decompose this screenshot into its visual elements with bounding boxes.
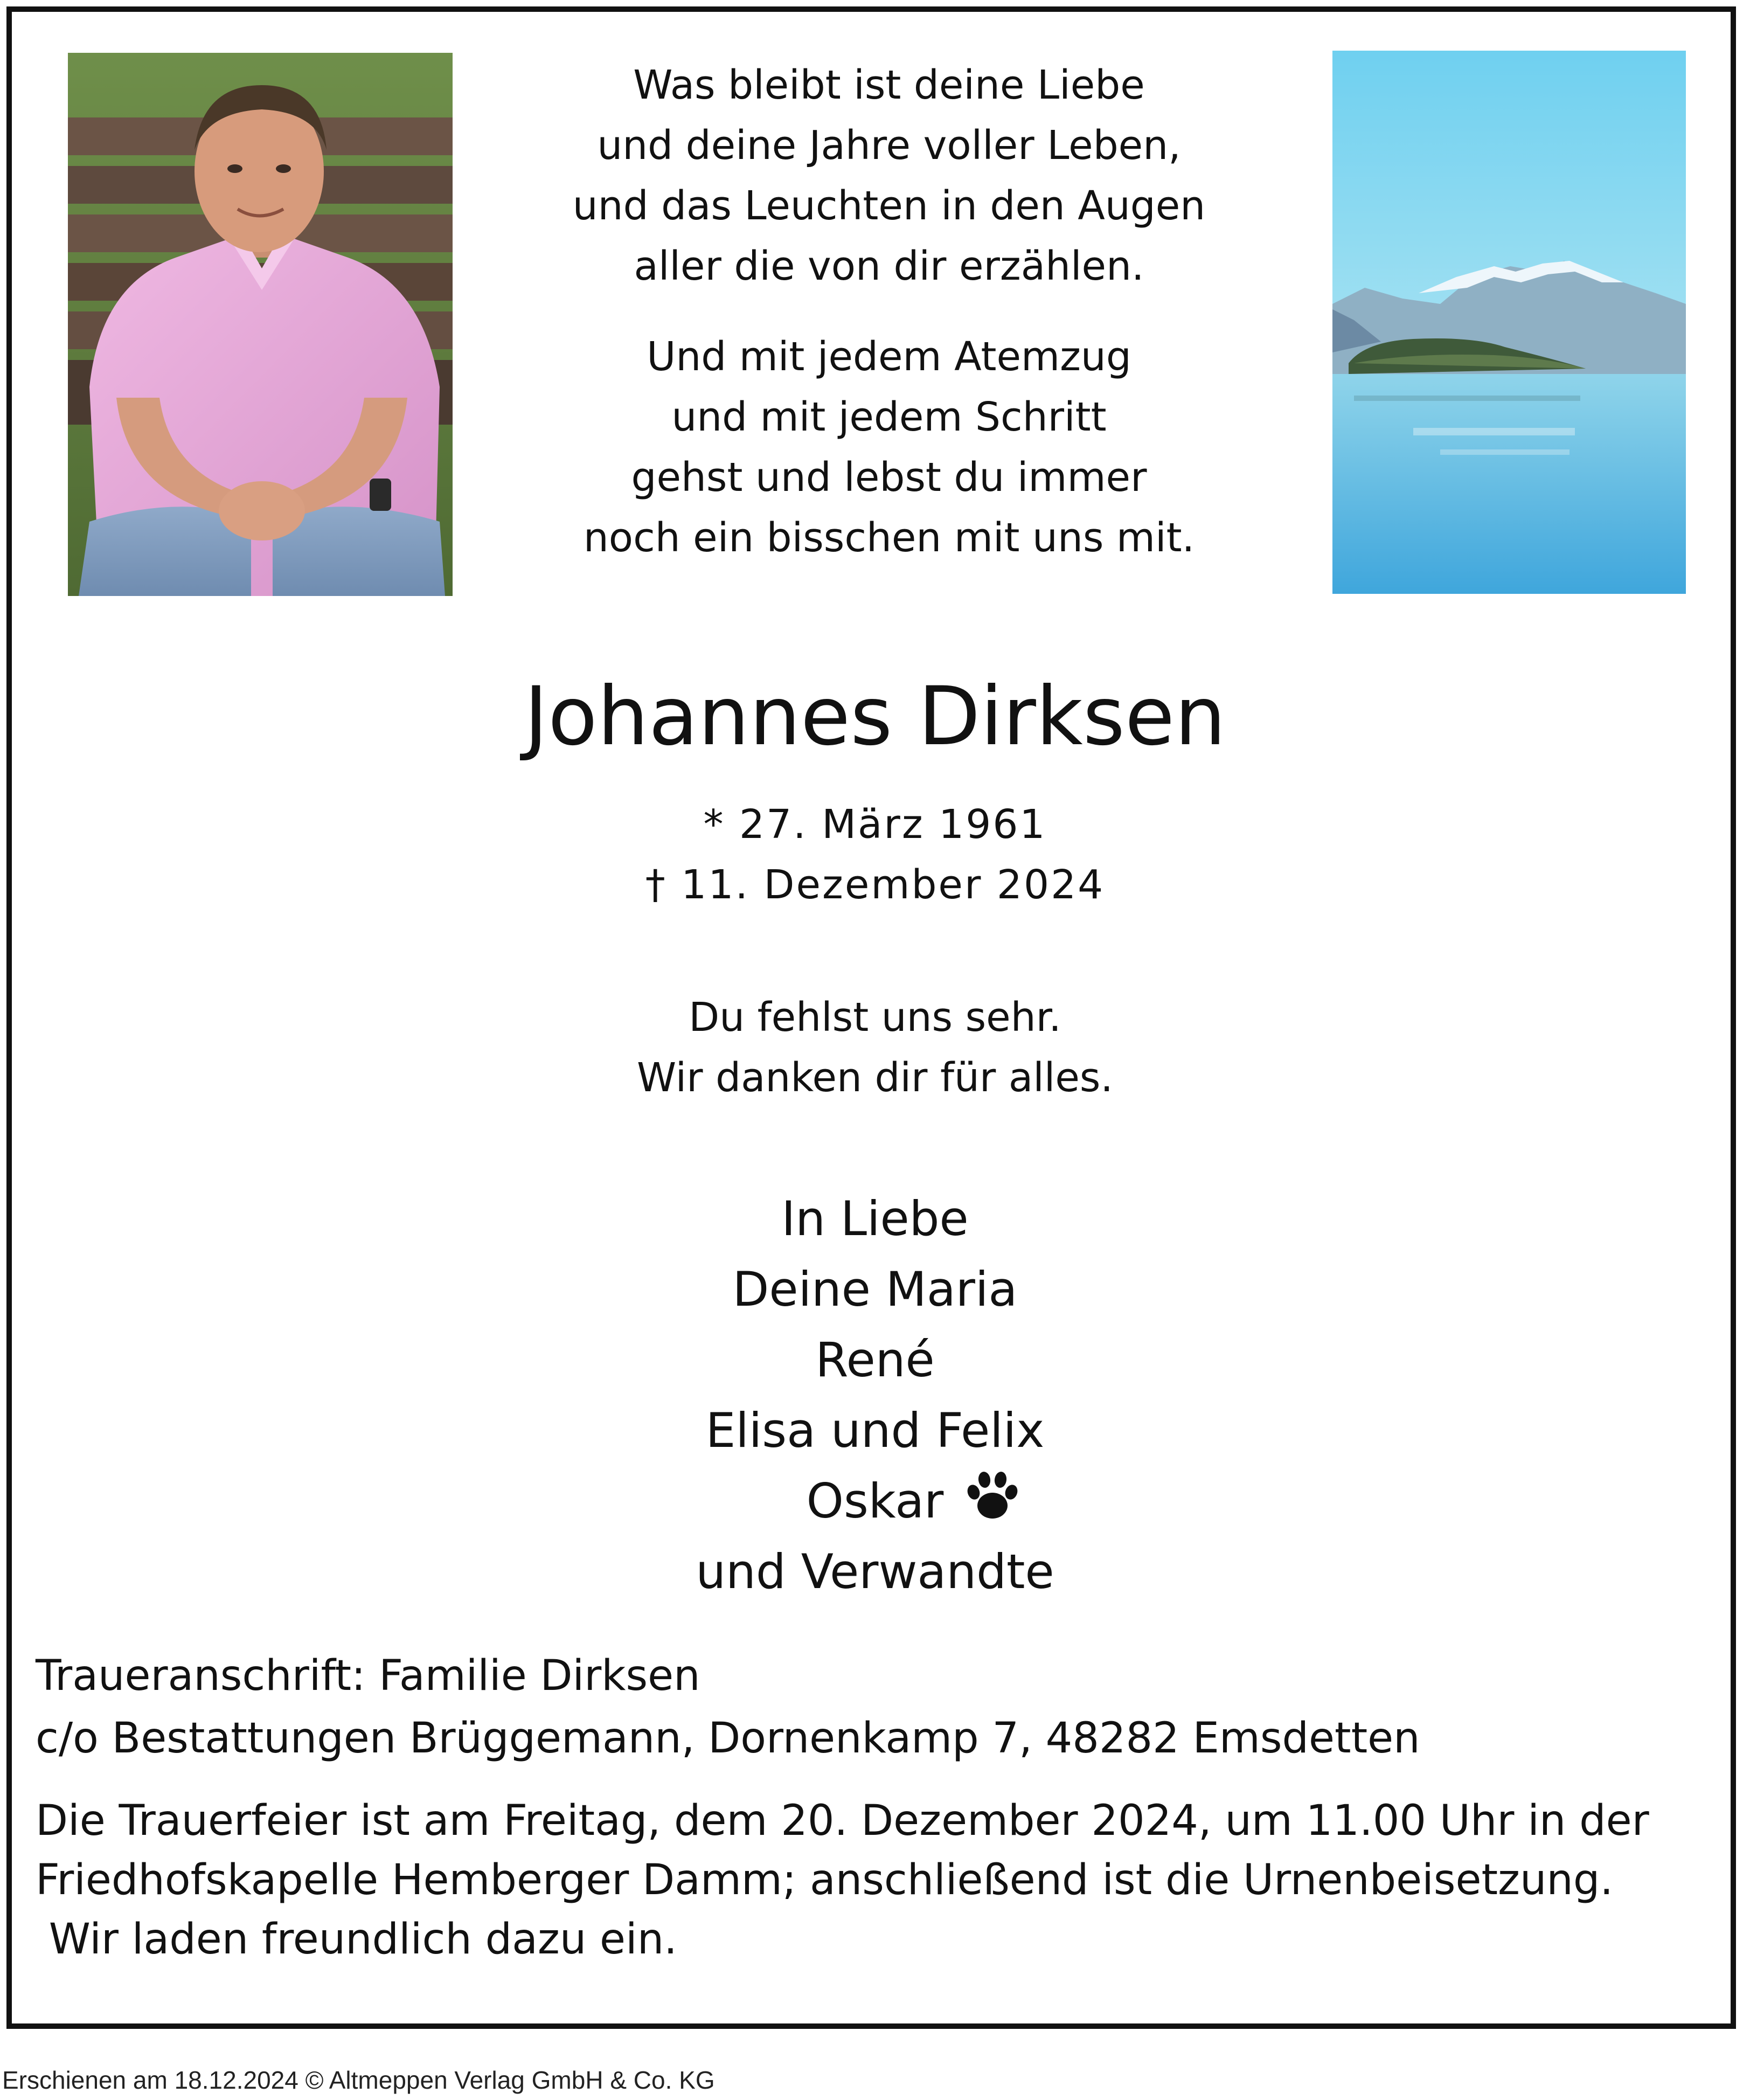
poem-stanza-1 [458, 55, 1320, 296]
ceremony-line: Friedhofskapelle Hemberger Damm; anschließend ist die Urnenbeisetzung. [36, 1856, 1614, 1904]
family-line: In Liebe [781, 1191, 969, 1246]
poem-line: noch ein bisschen mit uns mit. [583, 515, 1195, 561]
paw-print-icon [963, 1468, 1022, 1522]
poem-line: und mit jedem Schritt [671, 394, 1107, 440]
poem-line: aller die von dir erzählen. [634, 243, 1144, 289]
poem-line: Und mit jedem Atemzug [647, 334, 1131, 380]
family-line: Elisa und Felix [705, 1403, 1045, 1458]
family-line: Deine Maria [732, 1262, 1018, 1317]
deceased-name: Johannes Dirksen [524, 670, 1226, 764]
pet-name: Oskar [806, 1473, 944, 1529]
portrait-illustration [68, 53, 453, 596]
farewell-line: Du fehlst uns sehr. [689, 994, 1061, 1041]
ceremony-info [36, 1791, 1649, 1969]
address-line: c/o Bestattungen Brüggemann, Dornenkamp 7, 48282 Emsdetten [36, 1714, 1420, 1763]
publication-footer: Erschienen am 18.12.2024 © Altmeppen Verlag GmbH & Co. KG [2, 2066, 715, 2094]
life-dates [0, 794, 1750, 915]
poem-line: und deine Jahre voller Leben, [597, 122, 1181, 169]
ceremony-line: Die Trauerfeier ist am Freitag, dem 20. Dezember 2024, um 11.00 Uhr in der [36, 1797, 1649, 1845]
family-line-pet [0, 1466, 1750, 1536]
landscape-photo [1332, 51, 1686, 594]
poem-line: gehst und lebst du immer [631, 454, 1147, 501]
mourning-address [36, 1645, 1420, 1770]
ceremony-line: Wir laden freundlich dazu ein. [36, 1915, 677, 1964]
address-line: Traueranschrift: Familie Dirksen [36, 1652, 700, 1700]
family-signature [0, 1183, 1750, 1607]
family-line: René [815, 1332, 935, 1388]
farewell-line: Wir danken dir für alles. [637, 1055, 1113, 1101]
family-line: und Verwandte [696, 1544, 1054, 1599]
death-date: † 11. Dezember 2024 [645, 862, 1105, 908]
poem-line: Was bleibt ist deine Liebe [633, 62, 1145, 108]
farewell-message [0, 987, 1750, 1108]
landscape-illustration [1332, 51, 1686, 594]
poem-stanza-2 [458, 327, 1320, 568]
poem-line: und das Leuchten in den Augen [572, 183, 1206, 229]
birth-date: * 27. März 1961 [703, 801, 1047, 848]
portrait-photo [68, 53, 453, 596]
